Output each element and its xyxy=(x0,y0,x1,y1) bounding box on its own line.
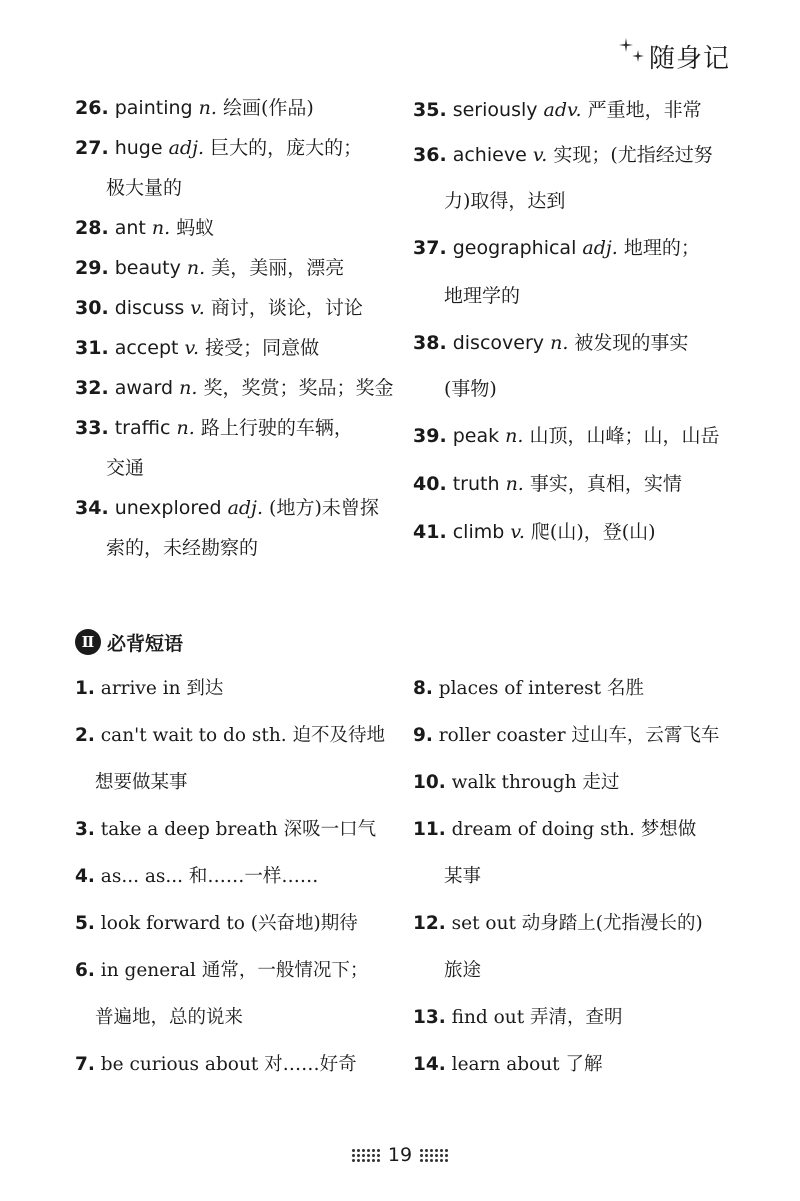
vocab-entry: 37. geographical adj. 地理的； 地理学的 xyxy=(413,237,700,307)
vocab-entry: 34. unexplored adj. (地方)未曾探 索的，未经勘察的 xyxy=(75,497,379,559)
vocab-entry: 29. beauty n. 美，美丽，漂亮 xyxy=(75,257,345,279)
phrase-entry: 4. as... as... 和……一样…… xyxy=(75,866,319,887)
vocab-entry: 31. accept v. 接受；同意做 xyxy=(75,337,320,359)
vocab-entry: 27. huge adj. 巨大的，庞大的； 极大量的 xyxy=(75,137,363,199)
phrase-entry: 7. be curious about 对……好奇 xyxy=(75,1054,357,1075)
phrase-entry: 8. places of interest 名胜 xyxy=(413,678,644,699)
vocab-entry: 28. ant n. 蚂蚁 xyxy=(75,217,215,239)
phrase-entry: 12. set out 动身踏上(尤指漫长的) 旅途 xyxy=(413,913,703,981)
vocab-entry: 41. climb v. 爬(山)，登(山) xyxy=(413,521,656,543)
sparkle-icon xyxy=(618,34,652,68)
phrase-entry: 1. arrive in 到达 xyxy=(75,678,224,699)
page-footer xyxy=(0,1140,800,1170)
vocab-entry: 33. traffic n. 路上行驶的车辆， 交通 xyxy=(75,417,353,479)
vocab-entry: 32. award n. 奖，奖赏；奖品；奖金 xyxy=(75,377,394,399)
phrase-entry: 10. walk through 走过 xyxy=(413,772,620,793)
phrase-entry: 6. in general 通常，一般情况下； 普遍地，总的说来 xyxy=(75,960,369,1028)
section-header xyxy=(75,625,183,659)
section-badge-icon: Ⅱ xyxy=(75,629,101,655)
vocab-entry: 39. peak n. 山顶，山峰；山，山岳 xyxy=(413,425,720,447)
phrase-entry: 5. look forward to (兴奋地)期待 xyxy=(75,913,358,934)
phrase-entry: 14. learn about 了解 xyxy=(413,1054,603,1075)
phrase-entry: 11. dream of doing sth. 梦想做 某事 xyxy=(413,819,697,887)
vocab-entry: 30. discuss v. 商讨，谈论，讨论 xyxy=(75,297,363,319)
header-title: 随身记 xyxy=(648,44,730,74)
vocab-entry: 36. achieve v. 实现；(尤指经过努 力)取得，达到 xyxy=(413,144,713,212)
phrases-right-column xyxy=(413,665,743,1088)
vocab-entry: 38. discovery n. 被发现的事实 (事物) xyxy=(413,332,689,400)
vocab-right-column xyxy=(413,88,743,556)
vocab-left-column xyxy=(75,88,395,568)
phrase-entry: 13. find out 弄清，查明 xyxy=(413,1007,623,1028)
dot-pattern-left-icon xyxy=(352,1149,380,1162)
vocab-entry: 35. seriously adv. 严重地，非常 xyxy=(413,99,702,121)
section-title: 必背短语 xyxy=(107,632,184,655)
phrase-entry: 3. take a deep breath 深吸一口气 xyxy=(75,819,377,840)
page-number: 19 xyxy=(387,1144,413,1166)
vocab-entry: 40. truth n. 事实，真相，实情 xyxy=(413,473,682,495)
phrase-entry: 2. can't wait to do sth. 迫不及待地 想要做某事 xyxy=(75,725,386,793)
vocab-entry: 26. painting n. 绘画(作品) xyxy=(75,97,314,119)
phrase-entry: 9. roller coaster 过山车，云霄飞车 xyxy=(413,725,720,746)
dot-pattern-right-icon xyxy=(420,1149,448,1162)
phrases-left-column xyxy=(75,665,405,1088)
